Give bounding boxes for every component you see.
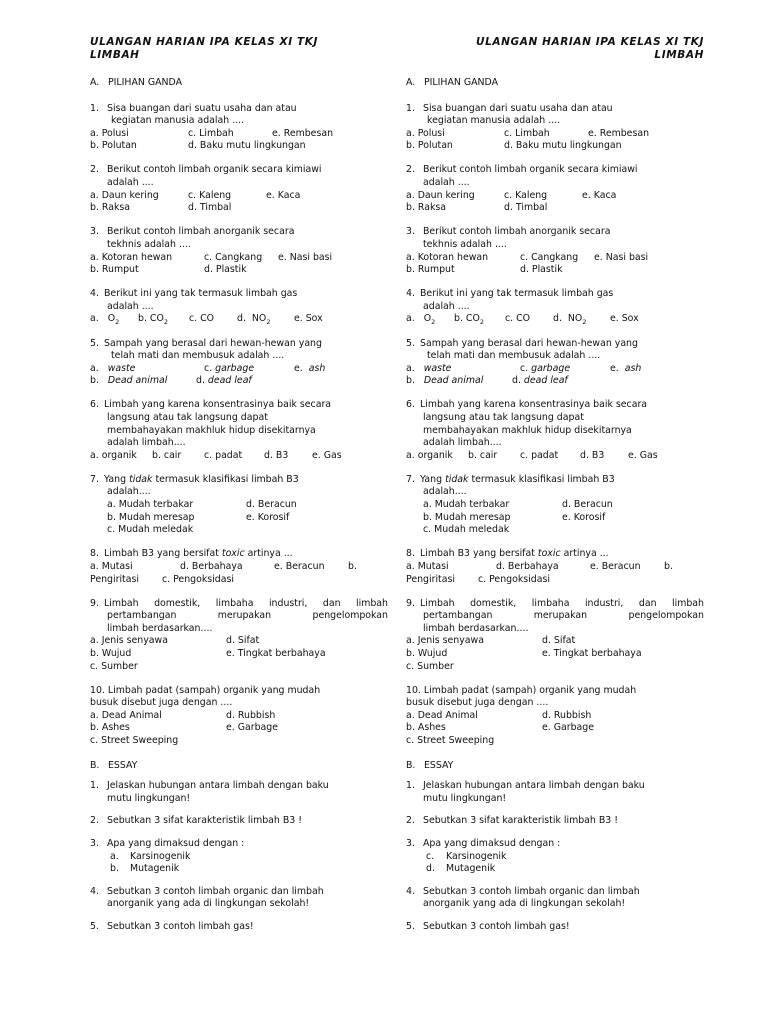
essay-4 <box>90 886 388 911</box>
question-number: 2. <box>406 164 415 176</box>
question-text-cont: adalah .... <box>423 300 470 312</box>
header-title: ULANGAN HARIAN IPA KELAS XI TKJ <box>90 36 319 48</box>
option-a: a. Mutasi <box>90 560 133 572</box>
option-e: e. Tingkat berbahaya <box>226 647 326 659</box>
question-number: 5. <box>406 920 415 932</box>
option-a: a. Mutasi <box>406 560 449 572</box>
option-d: d. Beracun <box>562 499 613 511</box>
question-text: Sisa buangan dari suatu usaha dan atau <box>107 102 297 114</box>
option-b: b. Rumput <box>90 264 139 276</box>
question-9 <box>90 598 388 674</box>
question-number: 3. <box>90 838 99 849</box>
section-title: PILIHAN GANDA <box>424 77 499 88</box>
question-text-cont: anorganik yang ada di lingkungan sekolah! <box>423 898 626 910</box>
option-a: a. Dead Animal <box>90 709 162 721</box>
question-number: 5. <box>90 920 99 932</box>
option-c: c. garbage <box>204 362 255 374</box>
question-text: Berikut ini yang tak termasuk limbah gas <box>104 288 298 300</box>
question-number: 1. <box>406 102 415 114</box>
option-a: a. Jenis senyawa <box>406 635 484 647</box>
question-10 <box>90 685 388 748</box>
header-subtitle: LIMBAH <box>90 49 140 61</box>
section-b-heading <box>406 760 704 773</box>
question-2 <box>406 164 704 214</box>
option-a: a. organik <box>90 449 137 461</box>
option-c: c. Street Sweeping <box>406 735 495 747</box>
option-d: d. Sifat <box>226 635 260 647</box>
question-text: 10. Limbah padat (sampah) organik yang mudah <box>90 684 321 696</box>
quiz-column-left <box>90 36 388 944</box>
question-text-cont: langsung atau tak langsung dapat <box>423 411 584 423</box>
option-c: c. CO <box>189 313 215 325</box>
option-a: a. Polusi <box>90 127 129 139</box>
question-number: 1. <box>90 780 99 792</box>
essay-3 <box>406 838 704 876</box>
question-text-cont: mutu lingkungan! <box>107 792 191 804</box>
question-text: Berikut contoh limbah anorganik secara <box>423 226 611 238</box>
option-d: d. Baku mutu lingkungan <box>188 140 306 152</box>
question-5 <box>90 338 388 388</box>
question-text-pre: Limbah B3 yang bersifat <box>104 548 222 560</box>
option-a: a. waste <box>90 362 136 374</box>
question-4 <box>90 288 388 326</box>
option-e: e. Gas <box>628 449 658 461</box>
question-text-post: termasuk klasifikasi limbah B3 <box>468 473 615 485</box>
section-title: ESSAY <box>424 759 454 771</box>
option-c: c. Kaleng <box>504 189 548 201</box>
question-text: Limbah domestik, limbaha industri, dan limbah <box>420 597 704 609</box>
option-c: c. Limbah <box>188 127 234 139</box>
quiz-column-right <box>406 36 704 944</box>
option-e: e. Gas <box>312 449 342 461</box>
option-e: e. Sox <box>294 313 323 325</box>
option-e: e. ash <box>610 362 642 374</box>
option-d: d. $NO_2$ <box>237 313 271 327</box>
question-text-cont: tekhnis adalah .... <box>107 238 191 250</box>
option-e: e. Rembesan <box>588 127 650 139</box>
question-text-post: termasuk klasifikasi limbah B3 <box>152 473 299 485</box>
option-c: c. Limbah <box>504 127 550 139</box>
option-b: b. Mudah meresap <box>107 511 195 523</box>
option-e: e. Rembesan <box>272 127 334 139</box>
option-e: e. Beracun <box>274 560 325 572</box>
option-a: a. organik <box>406 449 453 461</box>
option-a: a. $O_2$ <box>90 313 120 327</box>
question-number: 10. <box>90 684 105 696</box>
question-number: 3. <box>406 226 415 238</box>
option-c: c. Sumber <box>406 660 454 672</box>
option-c: c. Cangkang <box>520 251 579 263</box>
sub-letter: b. <box>110 863 119 875</box>
option-c: c. Pengoksidasi <box>478 573 550 585</box>
option-e: e. Garbage <box>226 722 279 734</box>
section-letter: B. <box>406 759 416 771</box>
option-e: e. Garbage <box>542 722 595 734</box>
question-number: 2. <box>90 815 99 827</box>
question-text: Limbah yang karena konsentrasinya baik secara <box>420 399 648 411</box>
option-c: c. Cangkang <box>204 251 263 263</box>
header-title: ULANGAN HARIAN IPA KELAS XI TKJ <box>475 36 704 48</box>
question-text-cont: adalah .... <box>107 300 154 312</box>
question-text-cont: langsung atau tak langsung dapat <box>107 411 268 423</box>
question-number: 7. <box>406 473 415 485</box>
question-text-cont: limbah berdasarkan.... <box>107 622 213 634</box>
section-title: ESSAY <box>108 759 138 771</box>
section-letter: B. <box>90 759 100 771</box>
sub-item: Mutagenik <box>130 863 180 875</box>
question-6 <box>90 399 388 462</box>
question-text: Berikut contoh limbah anorganik secara <box>107 226 295 238</box>
sub-letter: d. <box>426 863 435 875</box>
question-text-cont: adalah limbah.... <box>423 437 502 449</box>
option-d: d. Rubbish <box>226 709 276 721</box>
option-d: d. B3 <box>264 449 289 461</box>
question-text: Berikut contoh limbah organik secara kimiawi <box>107 164 322 176</box>
option-e: e. Korosif <box>562 511 606 523</box>
question-3 <box>90 226 388 276</box>
question-text-cont: membahayakan makhluk hidup disekitarnya <box>107 424 316 436</box>
option-b-text: Pengiritasi <box>406 573 455 585</box>
section-title: PILIHAN GANDA <box>108 77 183 88</box>
question-text-cont: anorganik yang ada di lingkungan sekolah! <box>107 898 310 910</box>
section-a-heading <box>90 77 388 90</box>
sub-letter: c. <box>426 850 435 862</box>
question-text-italic: tidak <box>129 473 153 485</box>
question-text: 10. Limbah padat (sampah) organik yang mudah <box>406 684 637 696</box>
question-text-cont: telah mati dan membusuk adalah .... <box>111 350 285 362</box>
question-number: 10. <box>406 684 421 696</box>
question-text-cont: adalah limbah.... <box>107 437 186 449</box>
question-number: 8. <box>90 548 99 560</box>
question-2 <box>90 164 388 214</box>
option-a: a. Polusi <box>406 127 445 139</box>
option-e: e. Kaca <box>266 189 301 201</box>
question-10 <box>406 685 704 748</box>
option-a: a. Dead Animal <box>406 709 478 721</box>
question-text: Apa yang dimaksud dengan : <box>107 838 245 849</box>
header <box>406 36 704 62</box>
question-text-cont: telah mati dan membusuk adalah .... <box>427 350 601 362</box>
question-number: 3. <box>406 838 415 849</box>
option-a: a. $O_2$ <box>406 313 436 327</box>
question-number: 1. <box>406 780 415 792</box>
question-number: 4. <box>406 288 415 300</box>
question-text: Apa yang dimaksud dengan : <box>423 838 561 849</box>
option-d: d. Sifat <box>542 635 576 647</box>
question-text-italic: toxic <box>537 548 561 560</box>
option-e: e. Kaca <box>582 189 617 201</box>
option-d: d. B3 <box>580 449 605 461</box>
option-c: c. padat <box>204 449 243 461</box>
question-number: 1. <box>90 102 99 114</box>
option-b: b. Wujud <box>406 647 448 659</box>
question-text: Sebutkan 3 contoh limbah organic dan limbah <box>107 885 324 897</box>
option-d: d. Timbal <box>188 202 232 214</box>
question-text-cont: pertambangan merupakan pengelompokan <box>107 610 388 622</box>
question-text-cont: mutu lingkungan! <box>423 792 507 804</box>
option-d: d. Rubbish <box>542 709 592 721</box>
question-4 <box>406 288 704 326</box>
question-1 <box>406 103 704 153</box>
question-number: 4. <box>90 885 99 897</box>
question-7 <box>406 474 704 537</box>
question-text-pre: Yang <box>104 473 130 485</box>
sub-item: Karsinogenik <box>446 850 507 862</box>
question-text-cont: adalah.... <box>107 486 151 498</box>
question-text-pre: Yang <box>420 473 446 485</box>
question-text-cont: limbah berdasarkan.... <box>423 622 529 634</box>
question-6 <box>406 399 704 462</box>
essay-4 <box>406 886 704 911</box>
section-b-heading <box>90 760 388 773</box>
option-b: b. Ashes <box>90 722 130 734</box>
option-c: c. CO <box>505 313 531 325</box>
option-e: e. Nasi basi <box>278 251 333 263</box>
option-b: b. Polutan <box>90 140 137 152</box>
option-c: c. Street Sweeping <box>90 735 179 747</box>
option-d: d. Berbahaya <box>496 560 559 572</box>
option-e: e. Beracun <box>590 560 641 572</box>
option-b: b. <box>348 560 357 572</box>
option-d: d. Baku mutu lingkungan <box>504 140 622 152</box>
option-b: b. Polutan <box>406 140 453 152</box>
option-b: b. Ashes <box>406 722 446 734</box>
option-b: b. Wujud <box>90 647 132 659</box>
option-c: c. padat <box>520 449 559 461</box>
question-9 <box>406 598 704 674</box>
essay-2 <box>406 815 704 828</box>
option-d: d. Plastik <box>520 264 563 276</box>
question-5 <box>406 338 704 388</box>
sub-item: Mutagenik <box>446 863 496 875</box>
question-7 <box>90 474 388 537</box>
option-d: d. Beracun <box>246 499 297 511</box>
question-text-cont: kegiatan manusia adalah .... <box>427 115 561 127</box>
option-b-text: Pengiritasi <box>90 573 139 585</box>
option-c: c. garbage <box>520 362 571 374</box>
header <box>90 36 388 62</box>
sub-item: Karsinogenik <box>130 850 191 862</box>
question-number: 7. <box>90 473 99 485</box>
question-text-pre: Limbah B3 yang bersifat <box>420 548 538 560</box>
option-b: b. cair <box>468 449 498 461</box>
question-number: 2. <box>406 815 415 827</box>
question-number: 2. <box>90 164 99 176</box>
question-text: Sampah yang berasal dari hewan-hewan yang <box>104 337 322 349</box>
question-text-post: artinya ... <box>244 548 293 560</box>
option-a: a. Kotoran hewan <box>406 251 489 263</box>
question-text-cont: busuk disebut juga dengan .... <box>406 697 549 709</box>
section-letter: A. <box>90 77 100 88</box>
essay-1 <box>406 780 704 805</box>
question-text: Sampah yang berasal dari hewan-hewan yang <box>420 337 638 349</box>
question-text: Jelaskan hubungan antara limbah dengan baku <box>107 780 329 792</box>
option-a: a. Kotoran hewan <box>90 251 173 263</box>
question-text-cont: adalah.... <box>423 486 467 498</box>
question-text-cont: kegiatan manusia adalah .... <box>111 115 245 127</box>
essay-5 <box>90 921 388 934</box>
sub-letter: a. <box>110 850 119 862</box>
question-text: Sisa buangan dari suatu usaha dan atau <box>423 102 613 114</box>
option-b: b. Rumput <box>406 264 455 276</box>
option-e: e. Nasi basi <box>594 251 649 263</box>
option-a: a. waste <box>406 362 452 374</box>
essay-2 <box>90 815 388 828</box>
question-8 <box>406 548 704 586</box>
option-b: b. $CO_2$ <box>454 313 484 327</box>
question-text: Sebutkan 3 sifat karakteristik limbah B3 ! <box>107 815 302 827</box>
question-text-italic: toxic <box>221 548 245 560</box>
question-number: 3. <box>90 226 99 238</box>
option-b: b. <box>664 560 673 572</box>
section-letter: A. <box>406 77 416 88</box>
question-number: 8. <box>406 548 415 560</box>
question-text: Berikut contoh limbah organik secara kimiawi <box>423 164 638 176</box>
option-a: a. Mudah terbakar <box>423 499 510 511</box>
question-8 <box>90 548 388 586</box>
question-text: Limbah domestik, limbaha industri, dan limbah <box>104 597 388 609</box>
option-c: c. Kaleng <box>188 189 232 201</box>
question-text: Sebutkan 3 contoh limbah organic dan limbah <box>423 885 640 897</box>
question-number: 6. <box>406 399 415 411</box>
question-number: 4. <box>406 885 415 897</box>
question-text-cont: busuk disebut juga dengan .... <box>90 697 233 709</box>
option-e: e. Tingkat berbahaya <box>542 647 642 659</box>
section-a-heading <box>406 77 704 90</box>
option-b: b. $CO_2$ <box>138 313 168 327</box>
question-text-cont: adalah .... <box>107 177 154 189</box>
option-a: a. Daun kering <box>406 189 475 201</box>
option-c: c. Mudah meledak <box>107 524 194 536</box>
essay-1 <box>90 780 388 805</box>
question-number: 9. <box>406 597 415 609</box>
question-text: Sebutkan 3 sifat karakteristik limbah B3 ! <box>423 815 618 827</box>
option-b: b. Dead animal <box>90 375 168 387</box>
question-text-cont: adalah .... <box>423 177 470 189</box>
question-number: 5. <box>406 337 415 349</box>
option-d: d. $NO_2$ <box>553 313 587 327</box>
option-a: a. Daun kering <box>90 189 159 201</box>
essay-3 <box>90 838 388 876</box>
question-text-italic: tidak <box>445 473 469 485</box>
question-3 <box>406 226 704 276</box>
option-e: e. Sox <box>610 313 639 325</box>
question-text-post: artinya ... <box>560 548 609 560</box>
option-b: b. Dead animal <box>406 375 484 387</box>
essay-5 <box>406 921 704 934</box>
question-number: 4. <box>90 288 99 300</box>
header-subtitle: LIMBAH <box>654 49 704 61</box>
question-text: Limbah yang karena konsentrasinya baik secara <box>104 399 332 411</box>
option-b: b. Mudah meresap <box>423 511 511 523</box>
option-d: d. dead leaf <box>196 375 252 387</box>
option-d: d. Timbal <box>504 202 548 214</box>
question-number: 6. <box>90 399 99 411</box>
question-text-cont: tekhnis adalah .... <box>423 238 507 250</box>
question-text: Jelaskan hubungan antara limbah dengan baku <box>423 780 645 792</box>
option-c: c. Pengoksidasi <box>162 573 234 585</box>
question-text: Berikut ini yang tak termasuk limbah gas <box>420 288 614 300</box>
question-number: 9. <box>90 597 99 609</box>
option-d: d. Plastik <box>204 264 247 276</box>
option-b: b. cair <box>152 449 182 461</box>
option-b: b. Raksa <box>90 202 131 214</box>
option-d: d. Berbahaya <box>180 560 243 572</box>
question-text: Sebutkan 3 contoh limbah gas! <box>423 920 570 932</box>
question-1 <box>90 103 388 153</box>
question-text-cont: membahayakan makhluk hidup disekitarnya <box>423 424 632 436</box>
question-text: Sebutkan 3 contoh limbah gas! <box>107 920 254 932</box>
option-e: e. ash <box>294 362 326 374</box>
option-c: c. Sumber <box>90 660 138 672</box>
option-b: b. Raksa <box>406 202 447 214</box>
option-d: d. dead leaf <box>512 375 568 387</box>
option-a: a. Mudah terbakar <box>107 499 194 511</box>
option-e: e. Korosif <box>246 511 290 523</box>
option-c: c. Mudah meledak <box>423 524 510 536</box>
option-a: a. Jenis senyawa <box>90 635 168 647</box>
question-number: 5. <box>90 337 99 349</box>
question-text-cont: pertambangan merupakan pengelompokan <box>423 610 704 622</box>
